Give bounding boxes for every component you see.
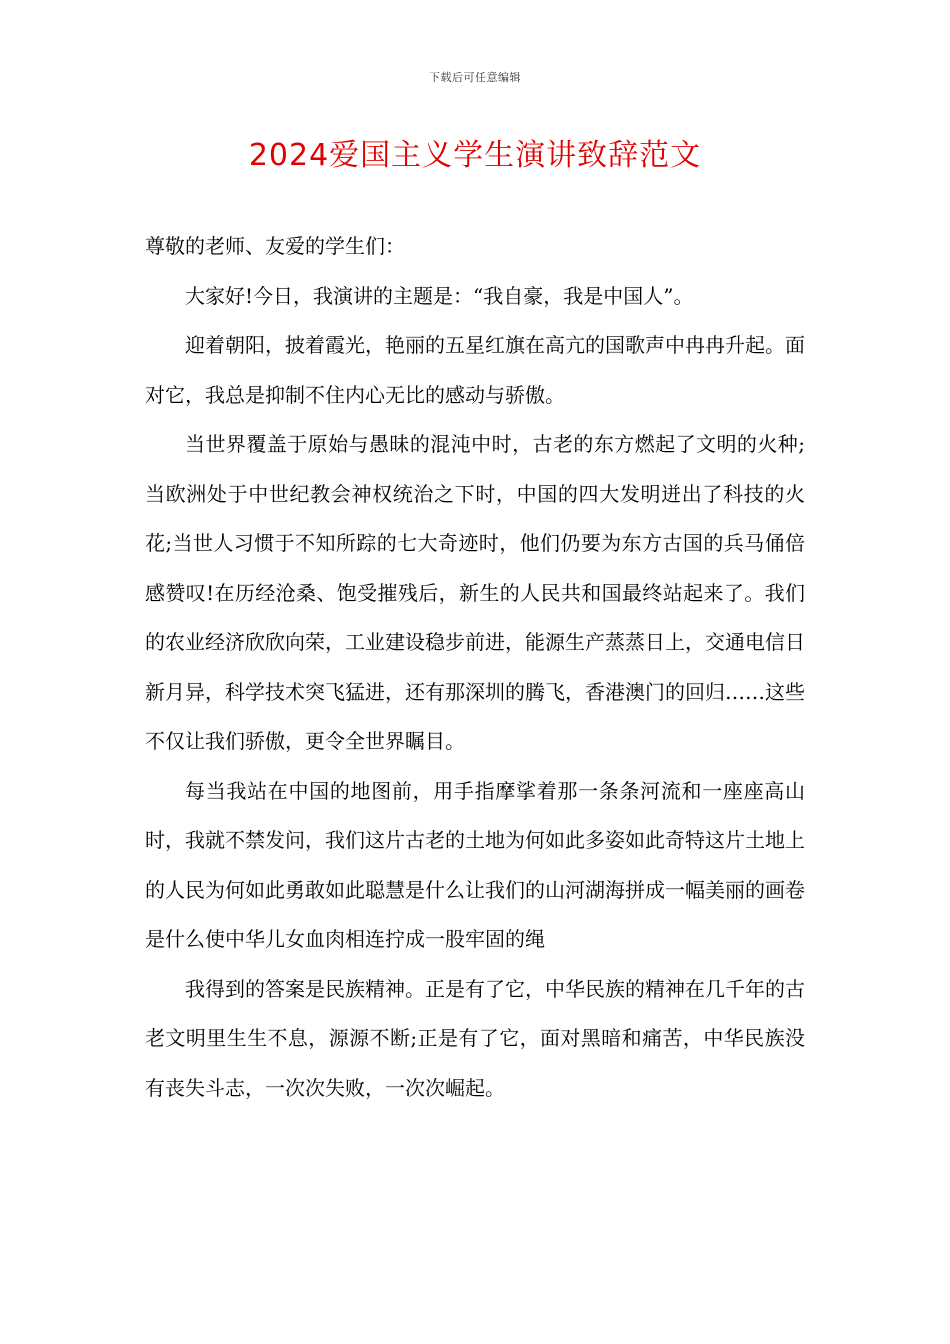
paragraph: 每当我站在中国的地图前，用手指摩挲着那一条条河流和一座座高山时，我就不禁发问，我们这片古老的土地为何如此多姿如此奇特这片土地上的人民为何如此勇敢如此聪慧是什么让我们的山河湖海拼成一幅美丽的画卷是什么使中华儿女血肉相连拧成一股牢固的绳 [145,778,805,951]
paragraph: 大家好!今日，我演讲的主题是：“我自豪，我是中国人”。 [185,283,694,308]
document-title: 2024爱国主义学生演讲致辞范文 [248,138,702,173]
paragraph: 当世界覆盖于原始与愚昧的混沌中时，古老的东方燃起了文明的火种;当欧洲处于中世纪教会神权统治之下时，中国的四大发明迸出了科技的火花;当世人习惯于不知所踪的七大奇迹时，他们仍要为东方古国的兵马俑倍感赞叹!在历经沧桑、饱受摧残后，新生的人民共和国最终站起来了。我们的农业经济欣欣向荣，工业建设稳步前进，能源生产蒸蒸日上，交通电信日新月异，科学技术突飞猛进，还有那深圳的腾飞，香港澳门的回归……这些不仅让我们骄傲，更令全世界瞩目。 [145,432,805,753]
header-note: 下载后可任意编辑 [429,71,521,84]
paragraph: 我得到的答案是民族精神。正是有了它，中华民族的精神在几千年的古老文明里生生不息，源源不断;正是有了它，面对黑暗和痛苦，中华民族没有丧失斗志，一次次失败，一次次崛起。 [145,976,805,1100]
salutation: 尊敬的老师、友爱的学生们： [145,234,405,258]
paragraph: 迎着朝阳，披着霞光，艳丽的五星红旗在高亢的国歌声中冉冉升起。面对它，我总是抑制不住内心无比的感动与骄傲。 [145,333,805,407]
document-body [145,222,805,1113]
